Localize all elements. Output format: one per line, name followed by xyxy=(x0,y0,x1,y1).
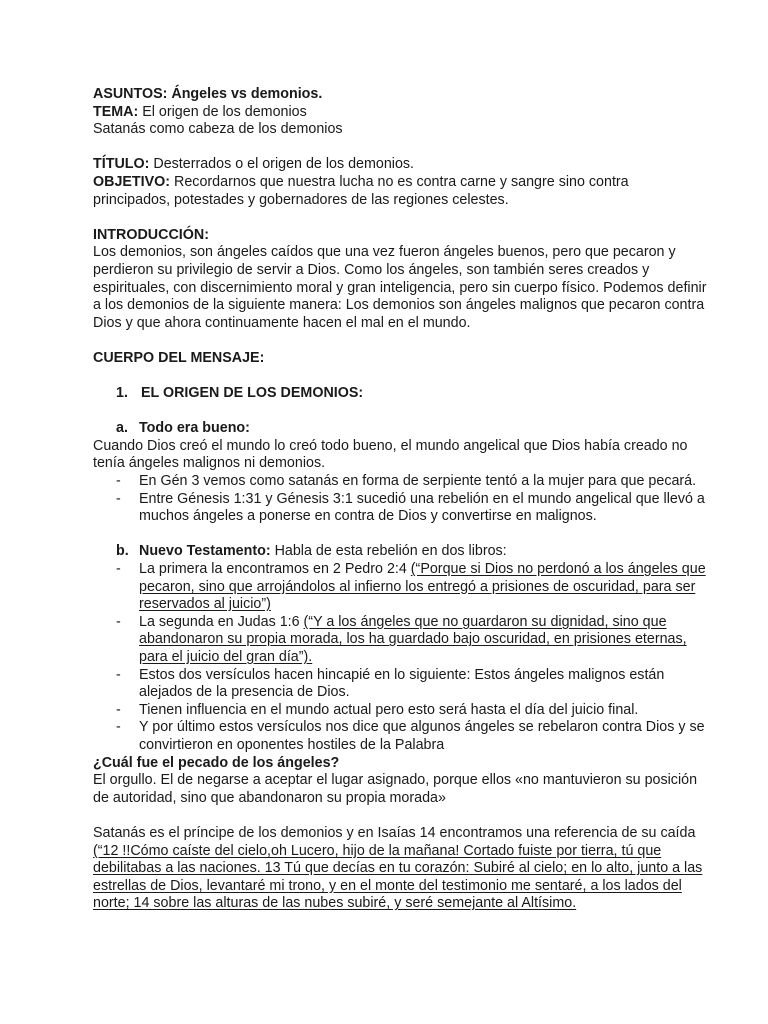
pecado-question xyxy=(93,755,708,773)
section-1-heading xyxy=(93,385,708,403)
subsection-a-title: Todo era bueno: xyxy=(139,420,250,437)
tema-label: TEMA: xyxy=(93,103,139,120)
list-item-text: Y por último estos versículos nos dice que algunos ángeles se rebelaron contra Dios y se convirtieron en oponentes hostiles de la Palabra xyxy=(139,719,705,753)
pecado-question-text: ¿Cuál fue el pecado de los ángeles? xyxy=(93,754,340,771)
subsection-b-title: Nuevo Testamento: xyxy=(139,543,271,560)
subsection-b-text: Habla de esta rebelión en dos libros: xyxy=(270,543,507,560)
dash-bullet: - xyxy=(116,666,121,683)
subsection-b-line xyxy=(93,543,708,561)
list-item xyxy=(93,473,708,491)
section-1-number: 1. xyxy=(116,385,128,402)
pecado-answer: El orgullo. El de negarse a aceptar el lugar asignado, porque ellos «no mantuvieron su posición de autoridad, sino que abandonaron su propia morada» xyxy=(93,772,698,806)
list-item-text: Tienen influencia en el mundo actual pero esto será hasta el día del juicio final. xyxy=(139,701,639,718)
list-item xyxy=(93,491,708,526)
titulo-line xyxy=(93,156,708,174)
tema-text: El origen de los demonios xyxy=(138,103,307,120)
titulo-label: TÍTULO: xyxy=(93,156,150,173)
introduccion-text: Los demonios, son ángeles caídos que una vez fueron ángeles buenos, pero que pecaron y perdieron su privilegio de servir a Dios. Como los ángeles, son también seres creados y espirituales, con discernimiento moral y gran inteligencia, pero sin cuerpo físico. Podemos definir a los demonios de la siguiente manera: Los demonios son ángeles malignos que pecaron contra Dios y que ahora continuamente hacen el mal en el mundo. xyxy=(93,244,707,331)
scripture-quote: (“Y a los ángeles que no guardaron su dignidad, sino que abandonaron su propia morada, los ha guardado bajo oscuridad, en prisiones eternas, para el juicio del gran día”). xyxy=(139,613,687,665)
list-item-text: Estos dos versículos hacen hincapié en lo siguiente: Estos ángeles malignos están alejados de la presencia de Dios. xyxy=(139,666,665,701)
introduccion-heading-text: INTRODUCCIÓN: xyxy=(93,226,209,243)
dash-bullet: - xyxy=(116,613,121,630)
tema-line2: Satanás como cabeza de los demonios xyxy=(93,121,343,138)
list-item-text: En Gén 3 vemos como satanás en forma de serpiente tentó a la mujer para que pecará. xyxy=(139,473,697,490)
dash-bullet: - xyxy=(116,719,121,736)
dash-bullet: - xyxy=(116,561,121,578)
list-item xyxy=(93,614,708,667)
list-item xyxy=(93,561,708,614)
satanas-text: Satanás es el príncipe de los demonios y en Isaías 14 encontramos una referencia de su caída xyxy=(93,824,696,841)
scripture-quote: (“12 !!Cómo caíste del cielo,oh Lucero, hijo de la mañana! Cortado fuiste por tierra, tú que debilitabas a las naciones. 13 Tú que decías en tu corazón: Subiré al cielo; en lo alto, junto a las estrellas de Dios, levantaré mi trono, y en el monte del testimonio me sentaré, a los lados del norte; 14 sobre las alturas de las nubes subiré, y seré semejante al Altísimo. xyxy=(93,842,703,912)
scripture-quote: (“Porque si Dios no perdonó a los ángeles que pecaron, sino que arrojándolos al infierno los entregó a prisiones de oscuridad, para ser reservados al juicio”) xyxy=(139,561,706,613)
subsection-b-heading xyxy=(93,543,708,561)
subsection-a-text: Cuando Dios creó el mundo lo creó todo bueno, el mundo angelical que Dios había creado no tenía ángeles malignos ni demonios. xyxy=(93,437,688,472)
list-item xyxy=(93,719,708,754)
cuerpo-heading-text: CUERPO DEL MENSAJE: xyxy=(93,349,265,366)
section-1-title: EL ORIGEN DE LOS DEMONIOS: xyxy=(141,385,364,402)
subsection-a-letter: a. xyxy=(116,420,128,437)
cuerpo-heading xyxy=(93,350,708,368)
subsection-a-heading xyxy=(93,420,708,438)
tema-line xyxy=(93,104,708,122)
dash-bullet: - xyxy=(116,701,121,718)
dash-bullet: - xyxy=(116,473,121,490)
list-item-text: La segunda en Judas 1:6 xyxy=(139,613,304,630)
list-item xyxy=(93,667,708,702)
objetivo-line xyxy=(93,174,708,209)
list-item-text: Entre Génesis 1:31 y Génesis 3:1 sucedió una rebelión en el mundo angelical que llevó a muchos ángeles a ponerse en contra de Dios y convertirse en malignos. xyxy=(139,490,705,525)
subsection-a-list xyxy=(93,473,708,526)
asuntos-line xyxy=(93,86,708,104)
satanas-paragraph xyxy=(93,825,708,913)
titulo-text: Desterrados o el origen de los demonios. xyxy=(149,156,415,173)
introduccion-heading xyxy=(93,227,708,245)
subsection-b-letter: b. xyxy=(116,543,129,560)
objetivo-label: OBJETIVO: xyxy=(93,173,171,190)
list-item-text: La primera la encontramos en 2 Pedro 2:4 xyxy=(139,561,411,578)
objetivo-text: Recordarnos que nuestra lucha no es contra carne y sangre sino contra principados, potestades y gobernadores de las regiones celestes. xyxy=(93,173,629,208)
asuntos-label: ASUNTOS: Ángeles vs demonios. xyxy=(93,86,323,102)
subsection-b-list xyxy=(93,561,708,755)
list-item xyxy=(93,702,708,720)
dash-bullet: - xyxy=(116,490,121,507)
